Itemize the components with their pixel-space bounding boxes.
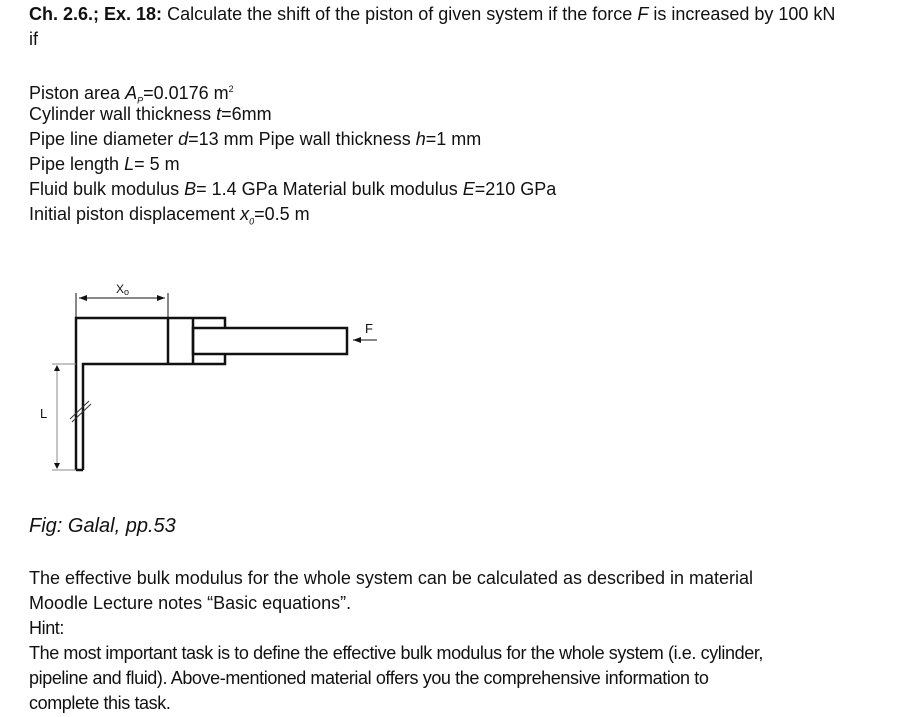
exercise-title: Ch. 2.6.; Ex. 18: Calculate the shift of the piston of given system if the force F is increased by 100 kN: [29, 4, 836, 24]
cylinder-body: [76, 318, 347, 470]
param-initial-displacement: Initial piston displacement $x_0=0.5$ m: [29, 204, 310, 227]
param-pipe-line: Pipe line diameter d=13 mm Pipe wall thickness h=1 mm: [29, 129, 482, 149]
force-symbol: F: [637, 4, 649, 24]
exercise-title-continuation: if: [29, 29, 38, 49]
param-piston-area: Piston area $A_P=0.0176$ $m^2$: [29, 83, 234, 106]
param-bulk-modulus: Fluid bulk modulus B= 1.4 GPa Material bulk modulus E=210 GPa: [29, 179, 557, 199]
hint-text-line: The most important task is to define the effective bulk modulus for the whole system (i.e. cylinder,: [29, 643, 764, 663]
hint-text-line: complete this task.: [29, 693, 171, 713]
body-paragraph-line: The effective bulk modulus for the whole system can be calculated as described in material: [29, 568, 754, 588]
figure-caption: Fig: Galal, pp.53: [29, 515, 176, 537]
x0-label: Xo: [116, 282, 130, 297]
hint-text-line: pipeline and fluid). Above-mentioned material offers you the comprehensive information to: [29, 668, 709, 688]
pipe-break-mark: [70, 401, 91, 422]
param-pipe-length: Pipe length L= 5 m: [29, 154, 180, 174]
body-paragraph-line: Moodle Lecture notes “Basic equations”.: [29, 593, 352, 613]
x0-dimension: [76, 293, 168, 318]
chapter-label: Ch. 2.6.; Ex. 18:: [29, 4, 163, 24]
force-label: F: [365, 321, 373, 336]
length-label: L: [40, 406, 48, 421]
hint-label: Hint:: [29, 618, 65, 638]
param-cylinder-wall: Cylinder wall thickness t=6mm: [29, 104, 272, 124]
